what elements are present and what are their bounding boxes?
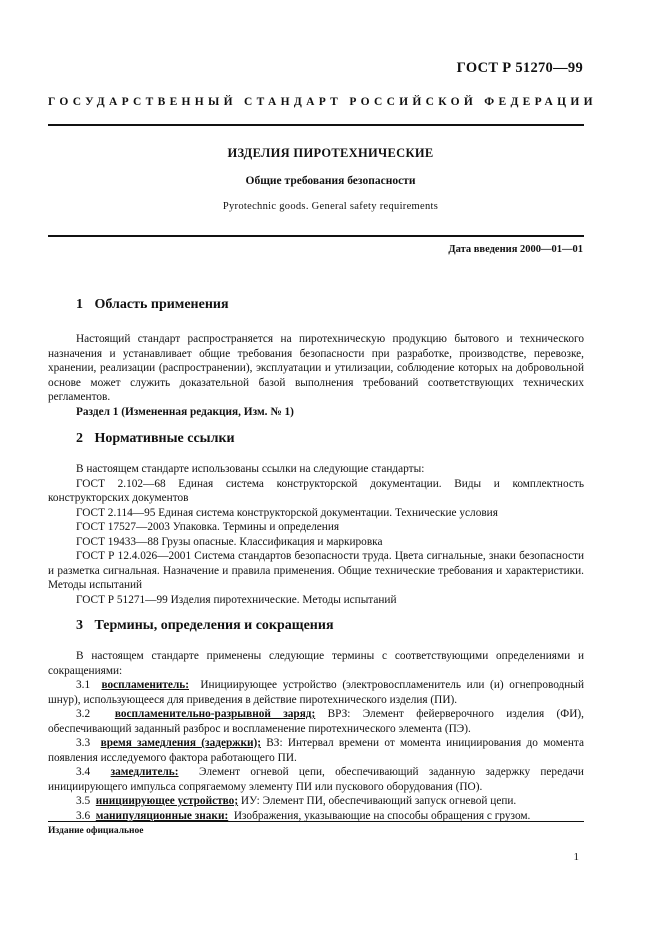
section-number: 1 bbox=[76, 297, 83, 312]
state-standard-heading: ГОСУДАРСТВЕННЫЙ СТАНДАРТ РОССИЙСКОЙ ФЕДЕРАЦИИ bbox=[48, 96, 597, 108]
paragraph: В настоящем стандарте применены следующие термины с соответствующими определениями и сокращениями: bbox=[48, 650, 584, 677]
term-name: замедлитель: bbox=[110, 766, 179, 778]
term-name: время замедления (задержки); bbox=[100, 737, 261, 749]
section-2-body bbox=[48, 462, 584, 607]
term-name: инициирующее устройство; bbox=[95, 795, 239, 807]
term-entry bbox=[48, 736, 584, 765]
section-title: Область применения bbox=[94, 297, 229, 312]
section-number: 3 bbox=[76, 618, 83, 633]
document-subtitle: Общие требования безопасности bbox=[245, 175, 416, 187]
document-title: ИЗДЕЛИЯ ПИРОТЕХНИЧЕСКИЕ bbox=[227, 146, 434, 160]
reference-item: ГОСТ 2.114—95 Единая система конструкторской документации. Технические условия bbox=[76, 506, 498, 519]
english-title: Pyrotechnic goods. General safety requirements bbox=[222, 201, 439, 212]
term-definition: ВРЗ: Элемент фейерверочного изделия (ФИ), обеспечивающий заданный разброс и воспламенение пиротехнического элемента (ПЭ). bbox=[48, 708, 584, 735]
term-number: 3.5 bbox=[76, 795, 91, 807]
section-title: Термины, определения и сокращения bbox=[94, 618, 334, 633]
introduction-date: Дата введения 2000—01—01 bbox=[448, 244, 583, 255]
section-1-body bbox=[48, 332, 584, 419]
term-number: 3.4 bbox=[76, 766, 91, 778]
document-code: ГОСТ Р 51270—99 bbox=[456, 60, 583, 76]
section-number: 2 bbox=[76, 431, 83, 446]
reference-item: ГОСТ 17527—2003 Упаковка. Термины и определения bbox=[76, 521, 340, 533]
term-name: воспламенитель: bbox=[101, 679, 190, 691]
title-divider bbox=[48, 235, 584, 237]
section-1-heading bbox=[76, 297, 229, 313]
term-number: 3.1 bbox=[76, 679, 91, 691]
page-number: 1 bbox=[573, 851, 579, 863]
term-definition: ИУ: Элемент ПИ, обеспечивающий запуск огневой цепи. bbox=[240, 795, 517, 807]
term-entry bbox=[48, 765, 584, 794]
section-3-heading bbox=[76, 618, 334, 634]
term-number: 3.3 bbox=[76, 737, 91, 749]
reference-item: ГОСТ 19433—88 Грузы опасные. Классификация и маркировка bbox=[76, 535, 383, 548]
footer-divider bbox=[48, 821, 584, 822]
reference-item: ГОСТ Р 51271—99 Изделия пиротехнические. Методы испытаний bbox=[76, 593, 397, 606]
term-definition: Изображения, указывающие на способы обращения с грузом. bbox=[233, 809, 531, 822]
official-edition-label: Издание официальное bbox=[48, 826, 144, 836]
reference-item: ГОСТ 2.102—68 Единая система конструкторской документации. Виды и комплектность конструкторских документов bbox=[48, 477, 584, 504]
term-definition: Инициирующее устройство (электровоспламенитель или (и) огнепроводный шнур), использующееся для приведения в действие пиротехнического изделия (ПИ). bbox=[48, 679, 584, 706]
term-entry bbox=[48, 707, 584, 736]
reference-item: ГОСТ Р 12.4.026—2001 Система стандартов безопасности труда. Цвета сигнальные, знаки безопасности и разметка сигнальная. Назначение и правила применения. Общие технические требования и характеристики. Методы испытаний bbox=[48, 550, 584, 591]
amendment-note: Раздел 1 (Измененная редакция, Изм. № 1) bbox=[76, 405, 294, 418]
term-number: 3.6 bbox=[76, 809, 91, 822]
section-3-body bbox=[48, 649, 584, 823]
section-title: Нормативные ссылки bbox=[94, 431, 235, 446]
term-number: 3.2 bbox=[76, 708, 91, 720]
term-entry bbox=[48, 678, 584, 707]
term-definition: Элемент огневой цепи, обеспечивающий заданную задержку передачи инициирующего импульса сопрягаемому элементу ПИ или пускового оборудования (ПО). bbox=[48, 766, 584, 793]
term-name: воспламенительно-разрывной заряд; bbox=[114, 708, 316, 720]
paragraph: Настоящий стандарт распространяется на пиротехническую продукцию бытового и технического назначения и устанавливает общие требования безопасности при разработке, производстве, перевозке, хранении, реализации (распространении), эксплуатации и утилизации, соблюдение которых на добровольной основе может служить доказательной базой выполнения требований соответствующих технических регламентов. bbox=[48, 333, 584, 403]
top-divider bbox=[48, 124, 584, 126]
term-entry bbox=[48, 794, 584, 809]
term-name: манипуляционные знаки: bbox=[95, 809, 229, 822]
section-2-heading bbox=[76, 431, 235, 447]
term-definition: ВЗ: Интервал времени от момента инициирования до момента появления исследуемого фактора работающего ПИ. bbox=[48, 737, 585, 764]
paragraph: В настоящем стандарте использованы ссылки на следующие стандарты: bbox=[76, 463, 425, 475]
